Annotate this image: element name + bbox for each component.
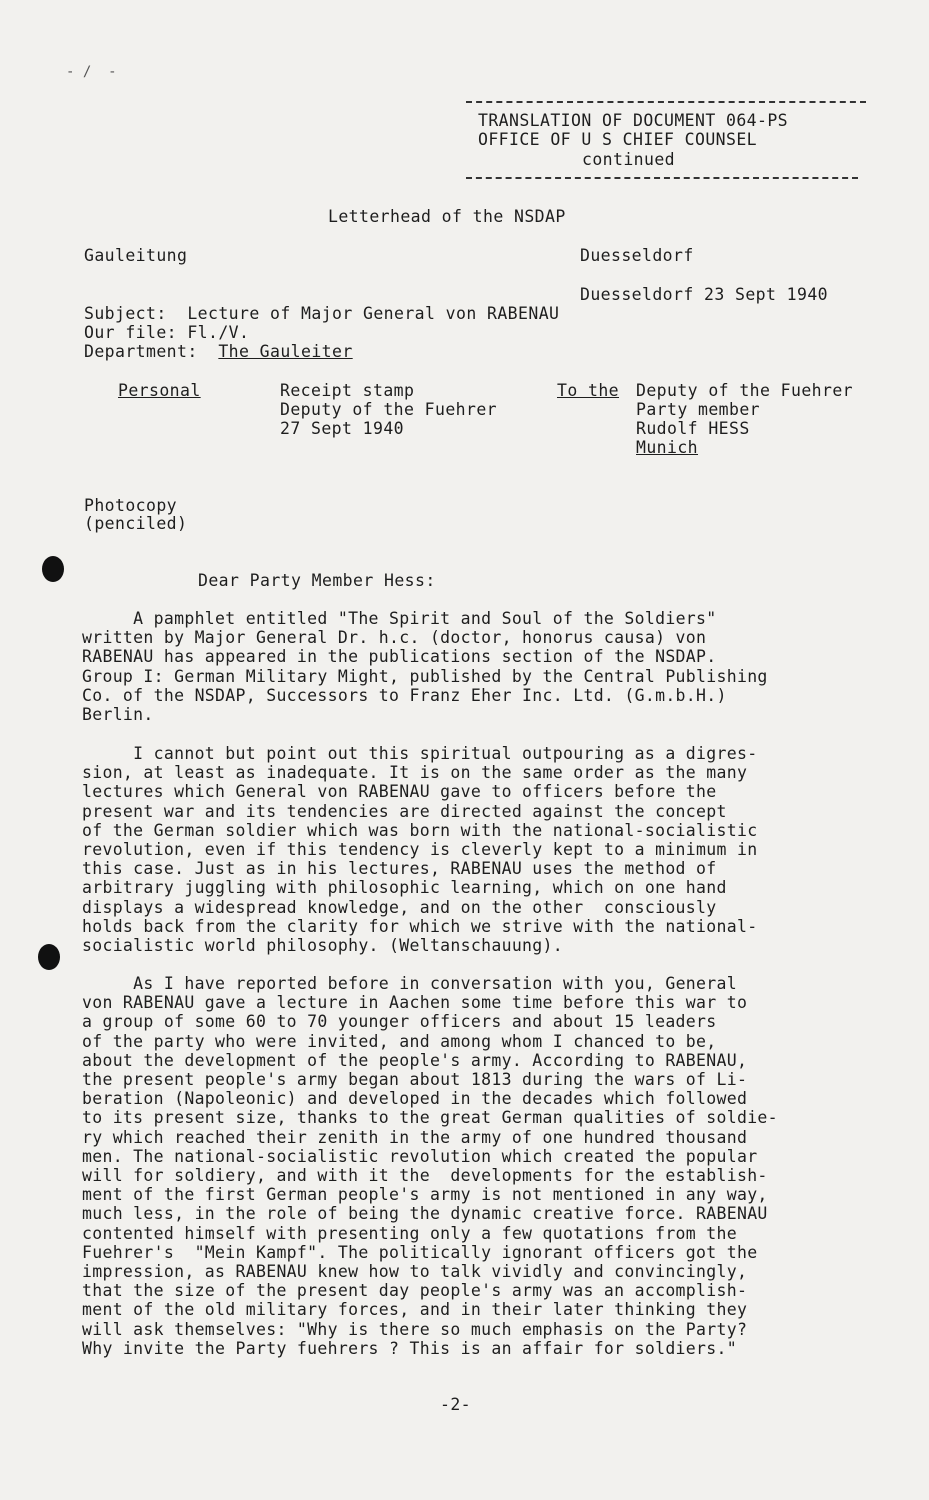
punch-hole-top: [42, 556, 64, 582]
personal-label: Personal: [118, 381, 201, 400]
paragraph-2: I cannot but point out this spiritual outpouring as a digres- sion, at least as inadequate. It is on the same order as the many lectures which General von RABENAU gave to officers before the present war and its tendencies are directed against the concept of the German soldier which was born with the national-socialistic revolution, even if this tendency is cleverly kept to a minimum in this case. Just as in his lectures, RABENAU uses the method of arbitrary juggling with philosophic learning, which on one hand displays a widespread knowledge, and on the other consciously holds back from the clarity for which we strive with the national- socialistic world philosophy. (Weltanschauung).: [82, 744, 758, 956]
punch-hole-bottom: [38, 944, 60, 970]
dateline: Duesseldorf 23 Sept 1940: [580, 285, 829, 304]
photocopy-line-1: Photocopy: [84, 496, 178, 515]
receipt-stamp-line-2: Deputy of the Fuehrer: [280, 400, 498, 419]
header-bottom-rule: [466, 177, 858, 179]
addressee-line-4: Munich: [636, 438, 699, 457]
place-label: Duesseldorf: [580, 246, 694, 265]
corner-pencil-mark: - / -: [66, 64, 117, 80]
addressee-line-1: Deputy of the Fuehrer: [636, 381, 854, 400]
department-line: [84, 342, 353, 361]
page-number: -2-: [440, 1395, 472, 1414]
department-value: The Gauleiter: [218, 342, 353, 361]
department-label: Department:: [84, 342, 219, 361]
header-top-rule: [466, 101, 866, 103]
addressee-line-3: Rudolf HESS: [636, 419, 750, 438]
salutation: Dear Party Member Hess:: [198, 571, 436, 590]
paragraph-1: A pamphlet entitled "The Spirit and Soul of the Soldiers" written by Major General Dr. h.c. (doctor, honorus causa) von RABENAU has appeared in the publications section of the NSDAP. Group I: German Military Might, published by the Central Publishing Co. of the NSDAP, Successors to Franz Eher Inc. Ltd. (G.m.b.H.) Berlin.: [82, 609, 768, 725]
header-line-2: OFFICE OF U S CHIEF COUNSEL: [478, 130, 758, 149]
addressee-line-2: Party member: [636, 400, 761, 419]
subject-line: Subject: Lecture of Major General von RABENAU: [84, 304, 560, 323]
header-line-3: continued: [582, 150, 676, 169]
receipt-stamp-line-3: 27 Sept 1940: [280, 419, 405, 438]
receipt-stamp-line-1: Receipt stamp: [280, 381, 415, 400]
paragraph-3: As I have reported before in conversation with you, General von RABENAU gave a lecture in Aachen some time before this war to a group of some 60 to 70 younger officers and about 15 leaders of the party who were invited, and among whom I chanced to be, about the development of the people's army. According to RABENAU, the present people's army began about 1813 during the wars of Li- beration (Napoleonic) and developed in the decades which followed to its present size, thanks to the great German qualities of soldie- ry which reached their zenith in the army of one hundred thousand men. The national-socialistic revolution which created the popular will for soldiery, and with it the developments for the establish- ment of the first German people's army is not mentioned in any way, much less, in the role of being the dynamic creative force. RABENAU contented himself with presenting only a few quotations from the Fuehrer's "Mein Kampf". The politically ignorant officers got the impression, as RABENAU knew how to talk vividly and convincingly, that the size of the present day people's army was an accomplish- ment of the old military forces, and in their later thinking they will ask themselves: "Why is there so much emphasis on the Party? Why invite the Party fuehrers ? This is an affair for soldiers.": [82, 974, 778, 1358]
file-line: Our file: Fl./V.: [84, 323, 250, 342]
to-the-label: To the: [557, 381, 620, 400]
photocopy-line-2: (penciled): [84, 514, 188, 533]
gauleitung-label: Gauleitung: [84, 246, 188, 265]
letterhead-title: Letterhead of the NSDAP: [328, 207, 566, 226]
header-line-1: TRANSLATION OF DOCUMENT 064-PS: [478, 111, 789, 130]
